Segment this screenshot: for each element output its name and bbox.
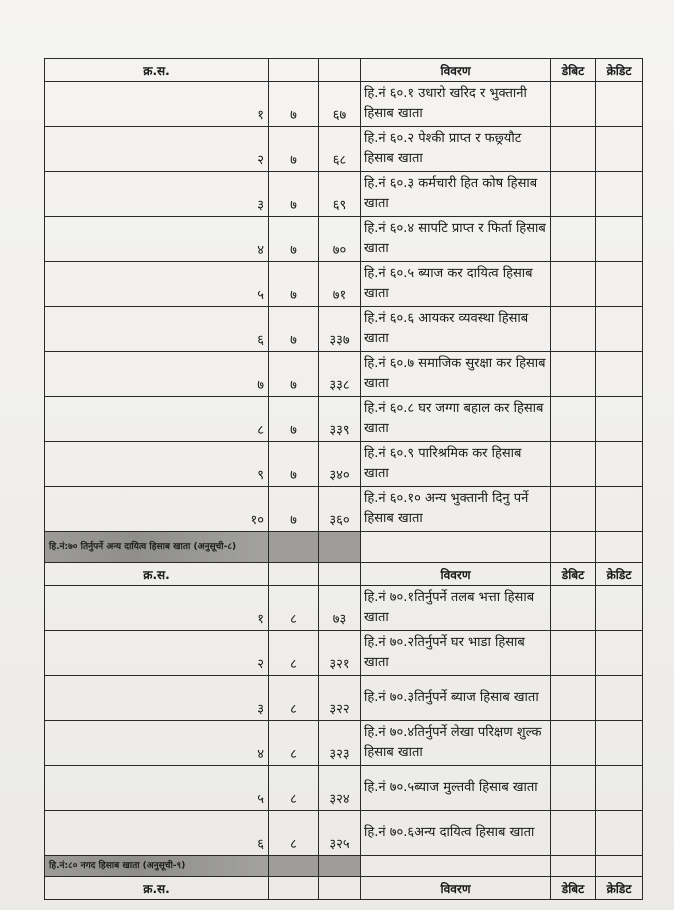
section-blank bbox=[596, 856, 643, 877]
header-code bbox=[319, 563, 361, 586]
credit-cell bbox=[596, 217, 643, 262]
credit-cell bbox=[596, 82, 643, 127]
header-debit: डेबिट bbox=[551, 563, 596, 586]
section-shade bbox=[319, 532, 361, 563]
serial-number: ५ bbox=[45, 766, 269, 811]
table-row bbox=[45, 172, 643, 217]
account-description: हि.नं ६०.४ सापटि प्राप्त र फिर्ता हिसाब खाता bbox=[361, 217, 551, 262]
table-row bbox=[45, 262, 643, 307]
serial-number: ६ bbox=[45, 811, 269, 856]
group-number: ८ bbox=[269, 766, 319, 811]
group-number: ७ bbox=[269, 307, 319, 352]
ledger-table bbox=[44, 58, 643, 900]
table-row bbox=[45, 487, 643, 532]
serial-number: ४ bbox=[45, 217, 269, 262]
table-row bbox=[45, 631, 643, 676]
account-code: ३३९ bbox=[319, 397, 361, 442]
debit-cell bbox=[551, 127, 596, 172]
account-code: ३३७ bbox=[319, 307, 361, 352]
header-sn: क्र.स. bbox=[45, 877, 269, 900]
account-code: ६९ bbox=[319, 172, 361, 217]
table-row bbox=[45, 127, 643, 172]
table-row bbox=[45, 766, 643, 811]
group-number: ७ bbox=[269, 487, 319, 532]
account-code: ३४० bbox=[319, 442, 361, 487]
serial-number: ९ bbox=[45, 442, 269, 487]
account-code: ७३ bbox=[319, 586, 361, 631]
group-number: ७ bbox=[269, 262, 319, 307]
account-description: हि.नं ६०.९ पारिश्रमिक कर हिसाब खाता bbox=[361, 442, 551, 487]
account-code: ३३८ bbox=[319, 352, 361, 397]
header-group bbox=[269, 877, 319, 900]
credit-cell bbox=[596, 307, 643, 352]
debit-cell bbox=[551, 811, 596, 856]
credit-cell bbox=[596, 631, 643, 676]
table-row bbox=[45, 352, 643, 397]
credit-cell bbox=[596, 586, 643, 631]
header-sn: क्र.स. bbox=[45, 563, 269, 586]
credit-cell bbox=[596, 811, 643, 856]
header-code bbox=[319, 59, 361, 82]
serial-number: १ bbox=[45, 82, 269, 127]
credit-cell bbox=[596, 676, 643, 721]
account-description: हि.नं ६०.१० अन्य भुक्तानी दिनु पर्ने हिसाब खाता bbox=[361, 487, 551, 532]
debit-cell bbox=[551, 631, 596, 676]
header-debit: डेबिट bbox=[551, 877, 596, 900]
section-blank bbox=[361, 856, 551, 877]
account-description: हि.नं ७०.६अन्य दायित्व हिसाब खाता bbox=[361, 811, 551, 856]
serial-number: ३ bbox=[45, 172, 269, 217]
section-blank bbox=[361, 532, 551, 563]
credit-cell bbox=[596, 766, 643, 811]
debit-cell bbox=[551, 487, 596, 532]
account-description: हि.नं ६०.३ कर्मचारी हित कोष हिसाब खाता bbox=[361, 172, 551, 217]
credit-cell bbox=[596, 352, 643, 397]
header-debit: डेबिट bbox=[551, 59, 596, 82]
debit-cell bbox=[551, 217, 596, 262]
account-description: हि.नं ७०.२तिर्नुपर्ने घर भाडा हिसाब खाता bbox=[361, 631, 551, 676]
debit-cell bbox=[551, 352, 596, 397]
header-row bbox=[45, 59, 643, 82]
account-description: हि.नं ७०.४तिर्नुपर्ने लेखा परिक्षण शुल्क हिसाब खाता bbox=[361, 721, 551, 766]
header-credit: क्रेडिट bbox=[596, 877, 643, 900]
header-group bbox=[269, 59, 319, 82]
credit-cell bbox=[596, 397, 643, 442]
group-number: ७ bbox=[269, 82, 319, 127]
table-row bbox=[45, 82, 643, 127]
table-row bbox=[45, 217, 643, 262]
account-code: ७१ bbox=[319, 262, 361, 307]
account-description: हि.नं ६०.६ आयकर व्यवस्था हिसाब खाता bbox=[361, 307, 551, 352]
debit-cell bbox=[551, 307, 596, 352]
table-row bbox=[45, 676, 643, 721]
account-description: हि.नं ६०.२ पेश्की प्राप्त र फछ्र्यौट हिसाब खाता bbox=[361, 127, 551, 172]
account-description: हि.नं ६०.१ उधारो खरिद र भुक्तानी हिसाब खाता bbox=[361, 82, 551, 127]
group-number: ७ bbox=[269, 397, 319, 442]
account-code: ३२४ bbox=[319, 766, 361, 811]
group-number: ७ bbox=[269, 217, 319, 262]
header-credit: क्रेडिट bbox=[596, 59, 643, 82]
header-description: विवरण bbox=[361, 563, 551, 586]
debit-cell bbox=[551, 172, 596, 217]
account-code: ३२२ bbox=[319, 676, 361, 721]
account-code: ६८ bbox=[319, 127, 361, 172]
account-description: हि.नं ६०.८ घर जग्गा बहाल कर हिसाब खाता bbox=[361, 397, 551, 442]
serial-number: ४ bbox=[45, 721, 269, 766]
header-code bbox=[319, 877, 361, 900]
section-shade bbox=[269, 856, 319, 877]
serial-number: ७ bbox=[45, 352, 269, 397]
group-number: ८ bbox=[269, 811, 319, 856]
section-shade bbox=[319, 856, 361, 877]
group-number: ८ bbox=[269, 721, 319, 766]
credit-cell bbox=[596, 487, 643, 532]
debit-cell bbox=[551, 442, 596, 487]
account-description: हि.नं ६०.७ समाजिक सुरक्षा कर हिसाब खाता bbox=[361, 352, 551, 397]
header-description: विवरण bbox=[361, 59, 551, 82]
debit-cell bbox=[551, 676, 596, 721]
serial-number: २ bbox=[45, 631, 269, 676]
group-number: ७ bbox=[269, 442, 319, 487]
credit-cell bbox=[596, 262, 643, 307]
debit-cell bbox=[551, 397, 596, 442]
section-blank bbox=[551, 532, 596, 563]
account-code: ३२३ bbox=[319, 721, 361, 766]
group-number: ७ bbox=[269, 352, 319, 397]
table-row bbox=[45, 586, 643, 631]
section-title: हि.नं:८० नगद हिसाब खाता (अनुसूची-९) bbox=[45, 856, 269, 877]
table-row bbox=[45, 721, 643, 766]
account-description: हि.नं ७०.३तिर्नुपर्ने ब्याज हिसाब खाता bbox=[361, 676, 551, 721]
section-blank bbox=[596, 532, 643, 563]
serial-number: ८ bbox=[45, 397, 269, 442]
debit-cell bbox=[551, 766, 596, 811]
credit-cell bbox=[596, 172, 643, 217]
header-row bbox=[45, 877, 643, 900]
table-row bbox=[45, 442, 643, 487]
serial-number: ५ bbox=[45, 262, 269, 307]
header-group bbox=[269, 563, 319, 586]
section-blank bbox=[551, 856, 596, 877]
debit-cell bbox=[551, 721, 596, 766]
section-shade bbox=[269, 532, 319, 563]
debit-cell bbox=[551, 82, 596, 127]
serial-number: ६ bbox=[45, 307, 269, 352]
account-code: ७० bbox=[319, 217, 361, 262]
table-row bbox=[45, 307, 643, 352]
group-number: ७ bbox=[269, 127, 319, 172]
credit-cell bbox=[596, 442, 643, 487]
account-description: हि.नं ६०.५ ब्याज कर दायित्व हिसाब खाता bbox=[361, 262, 551, 307]
group-number: ७ bbox=[269, 172, 319, 217]
serial-number: २ bbox=[45, 127, 269, 172]
header-credit: क्रेडिट bbox=[596, 563, 643, 586]
credit-cell bbox=[596, 721, 643, 766]
account-description: हि.नं ७०.१तिर्नुपर्ने तलब भत्ता हिसाब खाता bbox=[361, 586, 551, 631]
serial-number: १० bbox=[45, 487, 269, 532]
account-code: ३२५ bbox=[319, 811, 361, 856]
group-number: ८ bbox=[269, 631, 319, 676]
group-number: ८ bbox=[269, 586, 319, 631]
header-sn: क्र.स. bbox=[45, 59, 269, 82]
debit-cell bbox=[551, 262, 596, 307]
table-row bbox=[45, 397, 643, 442]
table-row bbox=[45, 811, 643, 856]
group-number: ८ bbox=[269, 676, 319, 721]
account-code: ३६० bbox=[319, 487, 361, 532]
section-title: हि.नं:७० तिर्नुपर्ने अन्य दायित्व हिसाब खाता (अनुसूची-८) bbox=[45, 532, 269, 563]
serial-number: ३ bbox=[45, 676, 269, 721]
debit-cell bbox=[551, 586, 596, 631]
section-title-row bbox=[45, 532, 643, 563]
header-description: विवरण bbox=[361, 877, 551, 900]
credit-cell bbox=[596, 127, 643, 172]
section-title-row bbox=[45, 856, 643, 877]
serial-number: १ bbox=[45, 586, 269, 631]
header-row bbox=[45, 563, 643, 586]
account-description: हि.नं ७०.५ब्याज मुल्तवी हिसाब खाता bbox=[361, 766, 551, 811]
account-code: ६७ bbox=[319, 82, 361, 127]
account-code: ३२१ bbox=[319, 631, 361, 676]
